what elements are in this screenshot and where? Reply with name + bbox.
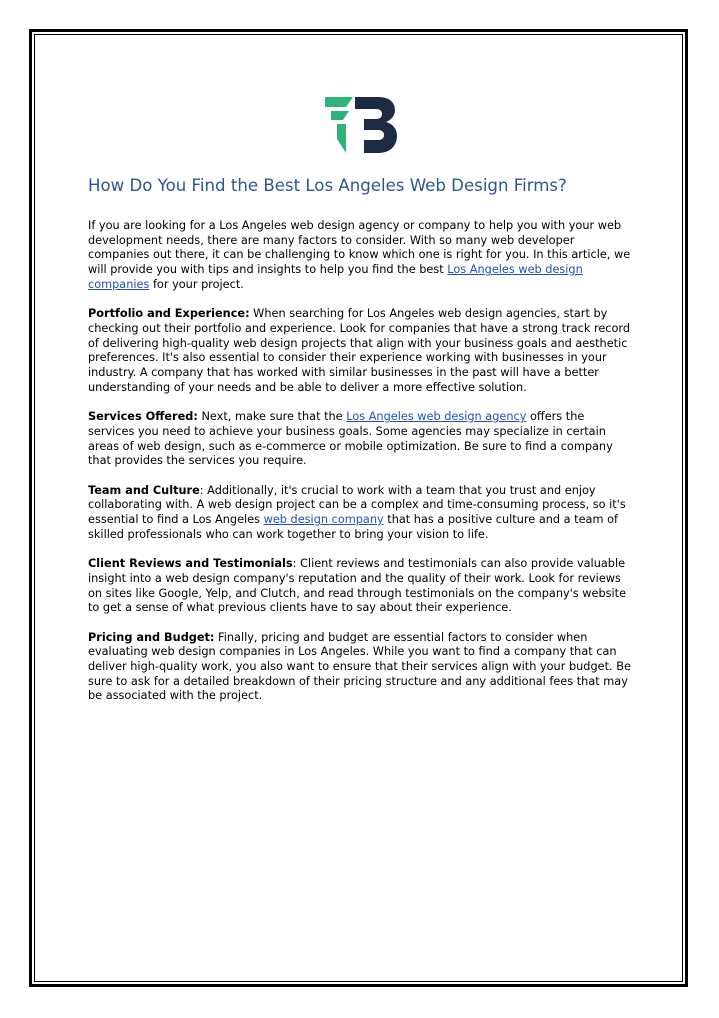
services-after-text: offers the services you need to achieve your business goals. Some agencies may specialize in certain areas of web design, such as e-commerce or mobile optimization. Be sure to find a company that provides the services you require. xyxy=(88,410,613,468)
services-before-text: Next, make sure that the xyxy=(197,410,347,424)
los-angeles-web-design-companies-link[interactable]: Los Angeles web design companies xyxy=(88,263,583,291)
reviews-heading: Client Reviews and Testimonials xyxy=(88,557,293,571)
portfolio-heading: Portfolio and Experience: xyxy=(88,307,250,321)
team-before-text: : Additionally, it's crucial to work with a team that you trust and enjoy collaborating with. A web design project can be a complex and time-consuming process, so it's essential to find a Los Angeles xyxy=(88,483,626,527)
team-paragraph xyxy=(88,484,632,543)
portfolio-paragraph xyxy=(88,307,632,395)
logo-b-shape xyxy=(355,97,397,153)
services-heading: Services Offered: xyxy=(88,410,198,424)
services-paragraph xyxy=(88,410,632,469)
team-after-text: that has a positive culture and a team of skilled professionals who can work together to bring your vision to life. xyxy=(88,513,618,541)
web-design-company-link[interactable]: web design company xyxy=(263,513,384,527)
reviews-text: : Client reviews and testimonials can also provide valuable insight into a web design company's reputation and the quality of their work. Look for reviews on sites like Google, Yelp, and Clutch, and read through testimonials on the company's website to get a sense of what previous clients have to say about their experience. xyxy=(88,557,627,615)
pricing-text: Finally, pricing and budget are essential factors to consider when evaluating web design companies in Los Angeles. While you want to find a company that can deliver high-quality work, you also want to ensure that their services align with your budget. Be sure to ask for a detailed breakdown of their pricing structure and any additional fees that may be associated with the project. xyxy=(88,630,631,703)
intro-after-text: for your project. xyxy=(149,277,244,291)
tb-monogram-logo xyxy=(325,97,397,153)
pricing-heading: Pricing and Budget: xyxy=(88,630,215,644)
article xyxy=(88,175,632,704)
portfolio-text: When searching for Los Angeles web design agencies, start by checking out their portfolio and experience. Look for companies that have a strong track record of delivering high-quality web design projects that align with your business goals and aesthetic preferences. It's also essential to consider their experience working with businesses in your industry. A company that has worked with similar businesses in the past will have a better understanding of your needs and be able to deliver a more effective solution. xyxy=(88,307,631,394)
reviews-paragraph xyxy=(88,557,632,616)
page-title: How Do You Find the Best Los Angeles Web Design Firms? xyxy=(88,176,567,195)
los-angeles-web-design-agency-link[interactable]: Los Angeles web design agency xyxy=(346,410,527,424)
intro-paragraph xyxy=(88,219,632,293)
team-heading: Team and Culture xyxy=(88,483,200,497)
logo-t-mid-bar xyxy=(331,111,349,120)
logo-t-stem xyxy=(337,124,346,153)
intro-text: If you are looking for a Los Angeles web design agency or company to help you with your web development needs, there are many factors to consider. With so many web developer companies out there, it can be challenging to know which one is right for you. In this article, we will provide you with tips and insights to help you find the best xyxy=(88,219,631,277)
pricing-paragraph xyxy=(88,631,632,705)
logo-t-top-bar xyxy=(325,97,353,107)
